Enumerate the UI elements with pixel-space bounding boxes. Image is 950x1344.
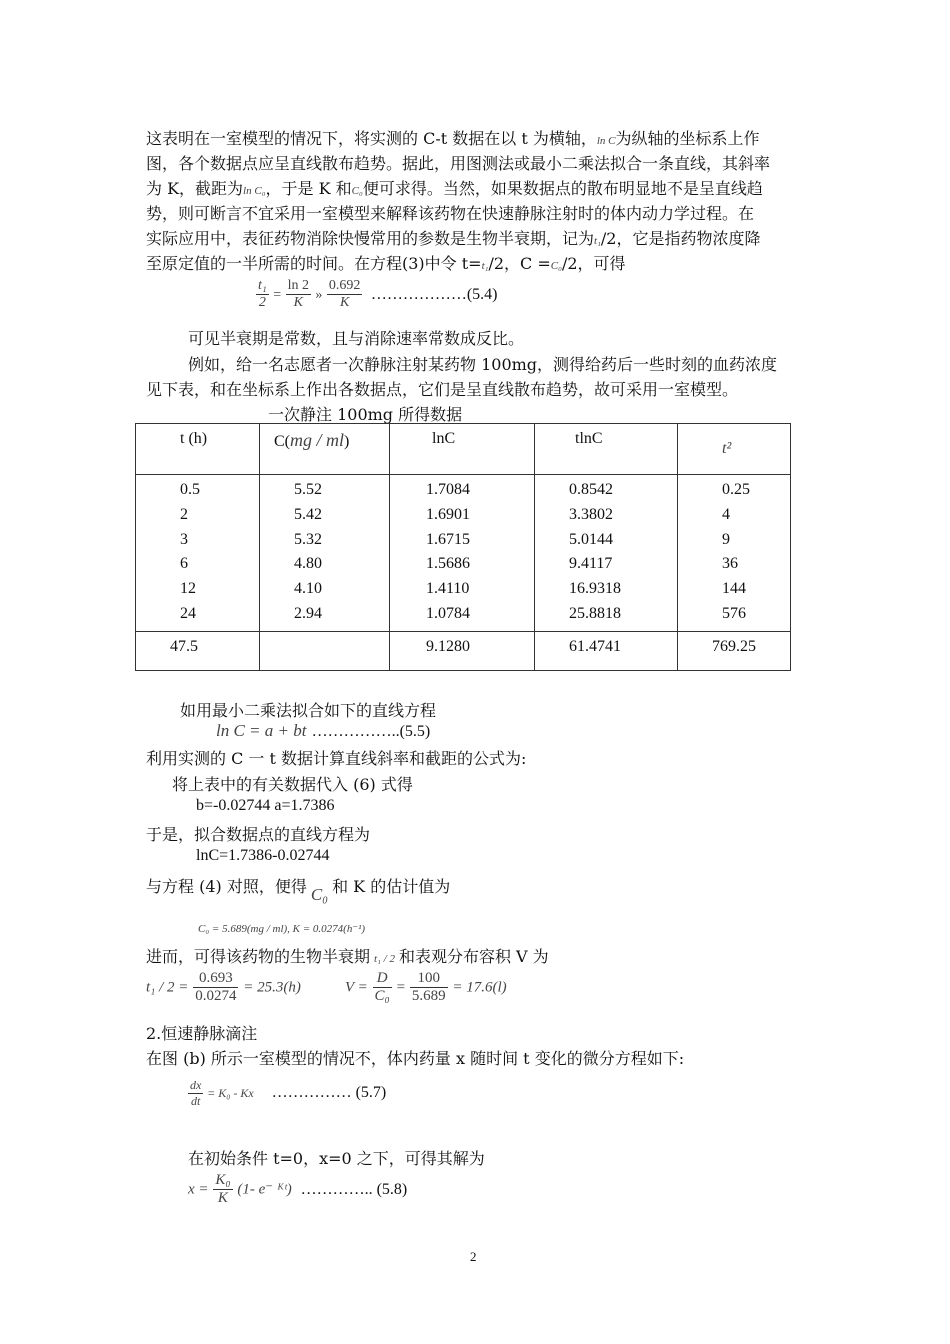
equation-result: = 25.3(h)	[243, 979, 301, 996]
equation-lhs: t₁ / 2 =	[146, 979, 189, 996]
numerator: 0.693	[193, 970, 238, 988]
header-c-unit: mg / ml	[290, 430, 344, 450]
equation-5-5	[216, 721, 430, 741]
para1-line1	[146, 126, 760, 149]
table-cell-value: 1.5686	[426, 555, 470, 573]
table-cell-value: 4.80	[294, 555, 322, 573]
total-cell	[535, 632, 678, 671]
table-cell-value: 24	[180, 604, 196, 622]
para1-line5	[146, 226, 760, 249]
para-halflife: 可见半衰期是常数，且与消除速率常数成反比。	[188, 329, 525, 348]
header-cell	[390, 424, 535, 475]
text: 实际应用中，表征药物消除快慢常用的参数是生物半衰期，记为	[146, 229, 595, 248]
para-fit: 如用最小二乘法拟合如下的直线方程	[180, 701, 437, 720]
numerator: K₀	[215, 1172, 231, 1188]
table-body-row	[136, 475, 791, 632]
table-cell-value: 9	[722, 530, 730, 548]
header-lnc: lnC	[432, 430, 456, 447]
equation-5-7	[188, 1078, 386, 1109]
numerator: t₁	[258, 278, 267, 293]
fraction	[193, 970, 238, 1005]
para-then	[146, 944, 549, 967]
col-c	[260, 475, 389, 627]
text: 和 K 的估计值为	[332, 877, 451, 896]
total-c	[260, 632, 389, 638]
estimates-equation: C₀ = 5.689(mg / ml), K = 0.0274(h⁻¹)	[198, 923, 366, 935]
para-example-line2: 见下表，和在坐标系上作出各数据点，它们是呈直线散布趋势，故可采用一室模型。	[146, 380, 739, 399]
header-cell	[260, 424, 390, 475]
table-cell-value: 0.25	[722, 481, 750, 498]
denominator: 5.689	[411, 988, 446, 1004]
table-cell-value: 5.42	[294, 505, 322, 523]
denominator: K	[217, 1190, 228, 1206]
table-caption: 一次静注 100mg 所得数据	[268, 405, 463, 424]
header-cell	[136, 424, 260, 475]
denominator: C₀	[374, 988, 390, 1004]
equation-tag: …………… (5.7)	[271, 1084, 387, 1101]
table-cell-value: 2	[180, 505, 188, 523]
text: 为纵轴的坐标系上作	[615, 129, 760, 148]
table-cell-value: 0.8542	[569, 481, 613, 498]
equation-rhs: = K₀ - Kx	[207, 1086, 254, 1100]
col-t2	[678, 475, 790, 627]
para-thus: 于是，拟合数据点的直线方程为	[146, 825, 371, 844]
text: 与方程 (4) 对照，便得	[146, 877, 307, 896]
table-cell-value: 1.4110	[426, 580, 470, 598]
total-t: 47.5	[170, 638, 198, 655]
fraction	[188, 1078, 203, 1109]
text: 进而，可得该药物的生物半衰期	[146, 947, 371, 966]
equation-lhs: V =	[345, 979, 368, 996]
page-number: 2	[470, 1249, 477, 1264]
numerator: dx	[190, 1078, 202, 1092]
fitted-line-equation: lnC=1.7386-0.02744	[196, 847, 330, 864]
ab-values: b=-0.02744 a=1.7386	[196, 797, 335, 814]
text: 至原定值的一半所需的时间。在方程(3)中令 t=	[146, 254, 482, 273]
fraction	[373, 970, 392, 1005]
header-tlnc: tlnC	[575, 430, 603, 447]
math-lnc: ln C	[596, 135, 616, 147]
text: /2，C =	[488, 254, 551, 273]
table-cell-value: 1.7084	[426, 481, 470, 498]
table-cell-value: 0.5	[180, 481, 200, 498]
total-tlnc: 61.4741	[569, 638, 621, 655]
equation-5-8	[188, 1172, 407, 1207]
para1-line2	[146, 151, 770, 174]
section-heading: 2.恒速静脉滴注	[146, 1024, 258, 1043]
col-tlnc	[535, 475, 677, 627]
equation-volume	[345, 970, 507, 1005]
column-cell	[535, 475, 678, 632]
math-c0: C₀	[351, 185, 363, 197]
denominator: K	[293, 295, 303, 310]
fraction	[410, 970, 448, 1005]
fraction	[256, 278, 269, 311]
table-cell-value: 1.6715	[426, 530, 470, 548]
table-cell-value: 3.3802	[569, 505, 613, 523]
denominator: 0.0274	[195, 988, 237, 1004]
para-substitute: 将上表中的有关数据代入 (6) 式得	[172, 775, 413, 794]
para-differential: 在图 (b) 所示一室模型的情况不，体内药量 x 随时间 t 变化的微分方程如下:	[146, 1049, 685, 1068]
equation-expr: ln C = a + bt	[216, 721, 307, 740]
para1-line4	[146, 201, 754, 224]
column-cell	[678, 475, 791, 632]
numerator: 100	[410, 970, 448, 988]
text: 图，各个数据点应呈直线散布趋势。据此，用图测法或最小二乘法拟合一条直线，其斜率	[146, 154, 771, 173]
header-c-prefix: C(	[274, 433, 290, 450]
denominator: dt	[190, 1094, 201, 1108]
header-t: t (h)	[180, 430, 208, 447]
table-cell-value: 2.94	[294, 604, 322, 622]
table-cell-value: 36	[722, 555, 738, 573]
math-t-half: t₁ / 2	[374, 953, 395, 965]
header-c-suffix: )	[344, 433, 350, 450]
col-t	[136, 475, 259, 627]
equation-tag: ………………(5.4)	[370, 285, 498, 303]
text: /2，可得	[561, 254, 626, 273]
table-header-row	[136, 424, 791, 475]
text: 这表明在一室模型的情况下，将实测的 C-t 数据在以 t 为横轴，	[146, 129, 597, 148]
equation-tag: ………….. (5.8)	[300, 1180, 408, 1198]
equation-rhs: (1- e⁻ ᴷᵗ)	[237, 1181, 292, 1198]
total-cell	[260, 632, 390, 671]
math-c0: C₀	[550, 260, 562, 272]
table-cell-value: 25.8818	[569, 604, 621, 622]
numerator: D	[373, 970, 392, 988]
numerator: ln 2	[287, 278, 309, 293]
text: 势，则可断言不宜采用一室模型来解释该药物在快速静脉注射时的体内动力学过程。在	[146, 204, 755, 223]
table-cell-value: 1.0784	[426, 604, 470, 622]
table-cell-value: 576	[722, 604, 746, 622]
total-cell	[390, 632, 535, 671]
table-total-row	[136, 632, 791, 671]
denominator: K	[339, 295, 350, 310]
math-t1: t₁	[594, 235, 601, 247]
text: /2，它是指药物浓度降	[600, 229, 761, 248]
header-cell	[678, 424, 791, 475]
equation-result: = 17.6(l)	[452, 979, 507, 996]
para1-line6	[146, 251, 626, 274]
text: 为 K，截距为	[146, 179, 244, 198]
equation-halflife	[146, 970, 301, 1005]
para-example-line1: 例如，给一名志愿者一次静脉注射某药物 100mg，测得给药后一些时刻的血药浓度	[188, 355, 778, 374]
table-cell-value: 16.9318	[569, 580, 621, 598]
header-cell	[535, 424, 678, 475]
equals-sign: =	[396, 979, 406, 996]
total-t2: 769.25	[712, 638, 756, 655]
total-cell	[678, 632, 791, 671]
denominator: 2	[258, 295, 266, 310]
table-cell-value: 9.4117	[569, 555, 613, 573]
equation-5-4	[256, 278, 497, 311]
text: 和表观分布容积 V 为	[398, 947, 549, 966]
data-table	[135, 423, 791, 671]
approx-sign: »	[315, 287, 323, 303]
para-formula: 利用实测的 C 一 t 数据计算直线斜率和截距的公式为:	[146, 749, 527, 768]
para1-line3	[146, 176, 763, 199]
fraction	[327, 278, 363, 311]
table-cell-value: 5.0144	[569, 530, 613, 548]
column-cell	[136, 475, 260, 632]
table-cell-value: 4.10	[294, 580, 322, 598]
table-cell-value: 5.52	[294, 481, 322, 498]
fraction	[286, 278, 311, 311]
table-cell-value: 1.6901	[426, 505, 470, 523]
table-cell-value: 12	[180, 580, 196, 598]
total-lnc: 9.1280	[426, 638, 470, 655]
table-cell-value: 4	[722, 505, 730, 523]
header-t2: t²	[722, 440, 732, 457]
text: 便可求得。当然，如果数据点的散布明显地不是呈直线趋	[362, 179, 763, 198]
table-cell-value: 6	[180, 555, 188, 573]
equation-lhs: x =	[188, 1181, 209, 1198]
math-c0: C₀	[310, 885, 329, 904]
column-cell	[390, 475, 535, 632]
para-compare	[146, 874, 451, 904]
table-cell-value: 5.32	[294, 530, 322, 548]
col-lnc	[390, 475, 534, 627]
table-cell-value: 3	[180, 530, 188, 548]
text: ，于是 K 和	[265, 179, 352, 198]
equation-tag: ……………..(5.5)	[311, 723, 431, 740]
equals-sign: =	[273, 287, 282, 303]
para-initial-condition: 在初始条件 t=0，x=0 之下，可得其解为	[188, 1149, 485, 1168]
math-lnc0: ln C₀	[243, 185, 266, 197]
header-c	[260, 424, 389, 451]
fraction	[213, 1172, 232, 1207]
total-cell	[136, 632, 260, 671]
numerator: 0.692	[328, 278, 361, 293]
table-cell-value: 144	[722, 580, 746, 598]
math-t1: t₁	[481, 260, 489, 272]
column-cell	[260, 475, 390, 632]
